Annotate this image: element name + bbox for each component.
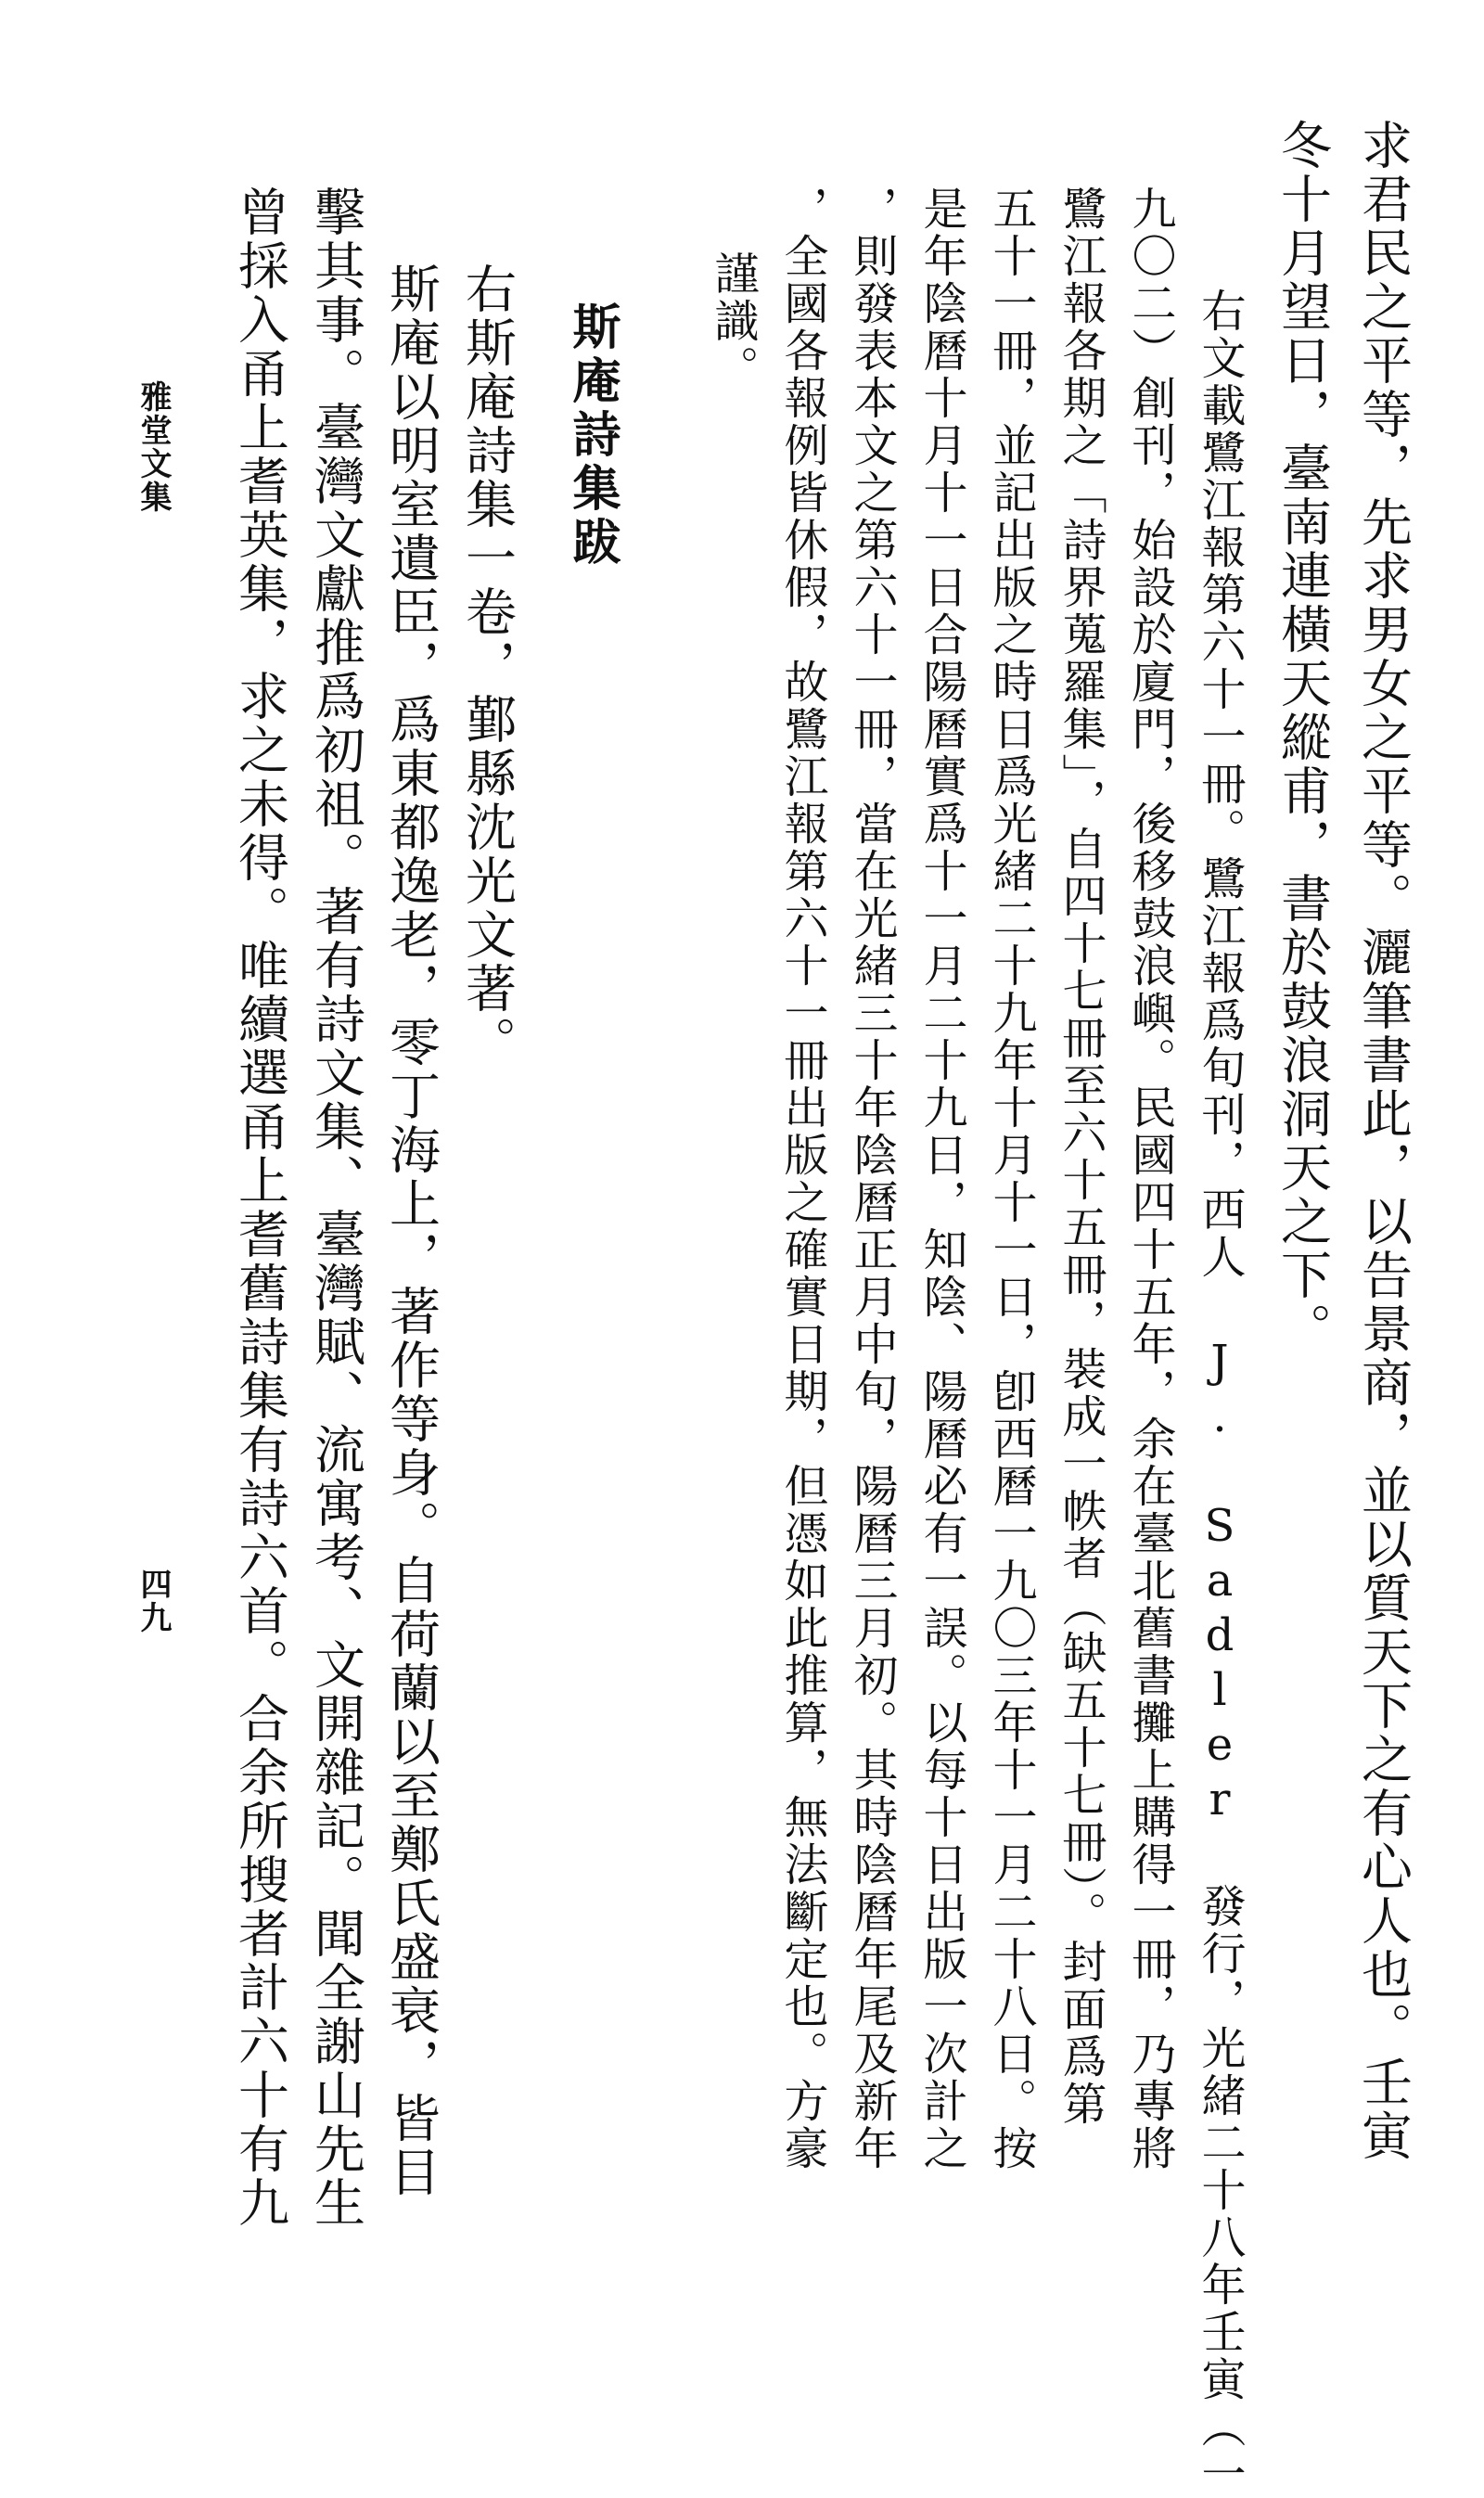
note-line-4: 五十一冊，並記出版之時日爲光緒二十九年十月十一日，卽西曆一九〇三年十一月二十八日。按	[985, 186, 1037, 2172]
section-line-2: 斯庵以明室遺臣，爲東都逸老，零丁海上，著作等身。自荷蘭以至鄭氏盛衰，皆目	[381, 263, 441, 2199]
section-line-4: 曾採入甬上耆英集，求之未得。唯續選甬上耆舊詩集有詩六首。合余所搜者計六十有九	[230, 186, 289, 2230]
note-line-3: 鷺江報各期之「詩界蒐羅集」，自四十七冊至六十五冊，裝成一帙者（缺五十七冊）。封面爲第	[1055, 186, 1107, 2128]
note-line-5: 是年陰曆十月十一日合陽曆實爲十一月二十九日，知陰、陽曆必有一誤。以每十日出版一次計之	[915, 186, 967, 2172]
note-line-2: 九〇二）創刊，始設於廈門，後移鼓浪嶼。民國四十五年，余在臺北舊書攤上購得一冊，乃專將	[1124, 186, 1176, 2172]
page-number: 四九	[134, 1568, 172, 1634]
section-title: 斯庵詩集跋	[564, 301, 620, 570]
section-line-1: 右斯庵詩集一卷，鄞縣沈光文著。	[457, 263, 517, 1070]
note-line-8: 謹識。	[707, 250, 759, 392]
note-line-1: 右文載鷺江報第六十一冊。鷺江報爲旬刊，西人 J. Sadler 發行，光緒二十八年壬寅（一	[1194, 288, 1246, 2498]
essay-line-1: 求君民之平等，先求男女之平等。灑筆書此，以告景商，並以質天下之有心人也。壬寅	[1353, 119, 1413, 2163]
section-line-3: 擊其事。臺灣文獻推爲初祖。著有詩文集、臺灣賦、流寓考、文開雜記。聞全謝山先生	[306, 186, 365, 2230]
essay-line-2: 冬十月望日，臺南連橫天縱甫，書於鼓浪洞天之下。	[1273, 119, 1332, 1356]
note-line-6: ，則發表本文之第六十一冊，當在光緒三十年陰曆正月中旬，陽曆三月初。其時陰曆年尾及新年	[846, 186, 898, 2172]
note-line-7: ，全國各報例皆休假，故鷺江報第六十一冊出版之確實日期，但憑如此推算，無法斷定也。方豪	[776, 186, 828, 2172]
running-book-title: 雅堂文集	[134, 380, 172, 514]
